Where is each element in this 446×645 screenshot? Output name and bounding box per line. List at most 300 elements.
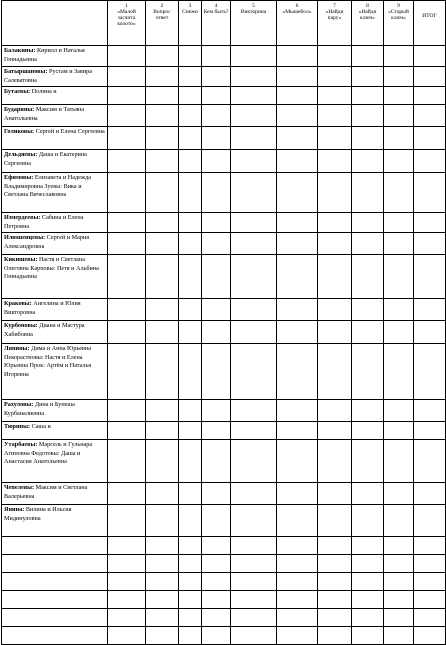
score-cell[interactable]: [384, 573, 414, 591]
score-cell[interactable]: [231, 321, 277, 344]
score-cell[interactable]: [318, 255, 352, 299]
score-cell[interactable]: [277, 321, 318, 344]
table-row: [2, 400, 446, 422]
table-row: [2, 233, 446, 255]
score-cell[interactable]: [179, 213, 202, 233]
score-cell[interactable]: [146, 627, 179, 645]
table-row: [2, 87, 446, 105]
score-cell[interactable]: [231, 440, 277, 483]
score-cell[interactable]: [318, 127, 352, 150]
score-cell[interactable]: [277, 67, 318, 87]
score-cell[interactable]: [384, 299, 414, 321]
score-cell[interactable]: [179, 505, 202, 537]
score-cell[interactable]: [352, 299, 384, 321]
score-cell[interactable]: [384, 233, 414, 255]
score-cell[interactable]: [352, 105, 384, 127]
total-cell[interactable]: [414, 609, 446, 627]
score-cell[interactable]: [318, 46, 352, 67]
score-cell[interactable]: [318, 233, 352, 255]
score-cell[interactable]: [108, 46, 146, 67]
score-cell[interactable]: [179, 483, 202, 505]
score-cell[interactable]: [202, 400, 231, 422]
score-cell[interactable]: [179, 573, 202, 591]
team-name-cell: [2, 87, 108, 105]
score-cell[interactable]: [352, 609, 384, 627]
score-cell[interactable]: [352, 627, 384, 645]
score-cell[interactable]: [384, 67, 414, 87]
score-cell[interactable]: [277, 537, 318, 555]
score-cell[interactable]: [108, 591, 146, 609]
score-cell[interactable]: [202, 440, 231, 483]
team-members: Даша и Екатерина Сергеевна: [4, 151, 87, 167]
task-number: 9: [397, 3, 400, 9]
team-name-cell: [2, 400, 108, 422]
total-cell[interactable]: [414, 591, 446, 609]
score-cell[interactable]: [352, 555, 384, 573]
score-cell[interactable]: [108, 627, 146, 645]
team-name-cell: [2, 105, 108, 127]
total-cell[interactable]: [414, 483, 446, 505]
score-cell[interactable]: [384, 591, 414, 609]
score-cell[interactable]: [277, 422, 318, 440]
total-cell[interactable]: [414, 46, 446, 67]
score-cell[interactable]: [277, 555, 318, 573]
score-cell[interactable]: [108, 483, 146, 505]
score-cell[interactable]: [146, 255, 179, 299]
score-cell[interactable]: [352, 321, 384, 344]
score-cell[interactable]: [179, 87, 202, 105]
score-cell[interactable]: [277, 627, 318, 645]
score-cell[interactable]: [352, 127, 384, 150]
score-cell[interactable]: [231, 573, 277, 591]
score-cell[interactable]: [179, 255, 202, 299]
score-cell[interactable]: [108, 127, 146, 150]
score-cell[interactable]: [179, 400, 202, 422]
empty-row: [2, 573, 446, 591]
total-cell[interactable]: [414, 67, 446, 87]
total-cell[interactable]: [414, 573, 446, 591]
score-cell[interactable]: [179, 46, 202, 67]
score-cell[interactable]: [202, 255, 231, 299]
team-surname: Дельдяевы:: [4, 151, 38, 158]
score-cell[interactable]: [277, 127, 318, 150]
score-cell[interactable]: [146, 573, 179, 591]
score-cell[interactable]: [202, 505, 231, 537]
task-number: 1: [125, 3, 128, 9]
score-cell[interactable]: [231, 627, 277, 645]
team-surname: Чепелевы:: [4, 484, 35, 491]
score-cell[interactable]: [231, 87, 277, 105]
total-cell[interactable]: [414, 150, 446, 173]
score-cell[interactable]: [352, 440, 384, 483]
score-cell[interactable]: [202, 483, 231, 505]
header-task-3: [179, 1, 202, 46]
score-cell[interactable]: [179, 555, 202, 573]
score-cell[interactable]: [146, 67, 179, 87]
team-members: Кирилл и Наталья Геннадьевна: [4, 47, 85, 63]
score-cell[interactable]: [146, 609, 179, 627]
team-surname: Илюшенцевы:: [4, 234, 46, 241]
score-cell[interactable]: [179, 537, 202, 555]
score-cell[interactable]: [146, 299, 179, 321]
team-name-cell: [2, 233, 108, 255]
total-cell[interactable]: [414, 555, 446, 573]
table-row: [2, 213, 446, 233]
score-cell[interactable]: [352, 150, 384, 173]
score-cell[interactable]: [231, 591, 277, 609]
total-cell[interactable]: [414, 87, 446, 105]
score-cell[interactable]: [108, 505, 146, 537]
score-cell[interactable]: [231, 150, 277, 173]
score-cell[interactable]: [108, 173, 146, 213]
score-cell[interactable]: [352, 87, 384, 105]
score-cell[interactable]: [384, 505, 414, 537]
task-number: 6: [295, 3, 299, 9]
score-sheet: [1, 0, 446, 645]
score-cell[interactable]: [277, 105, 318, 127]
score-cell[interactable]: [384, 213, 414, 233]
header-task-7: [318, 1, 352, 46]
score-cell[interactable]: [146, 537, 179, 555]
score-cell[interactable]: [202, 173, 231, 213]
score-cell[interactable]: [384, 127, 414, 150]
total-cell[interactable]: [414, 233, 446, 255]
total-cell[interactable]: [414, 422, 446, 440]
score-cell[interactable]: [384, 150, 414, 173]
score-cell[interactable]: [179, 67, 202, 87]
score-cell[interactable]: [277, 46, 318, 67]
score-cell[interactable]: [352, 400, 384, 422]
score-cell[interactable]: [384, 321, 414, 344]
score-cell[interactable]: [179, 173, 202, 213]
header-task-8: [352, 1, 384, 46]
score-cell[interactable]: [318, 173, 352, 213]
score-cell[interactable]: [146, 127, 179, 150]
team-name-cell[interactable]: [2, 537, 108, 555]
score-cell[interactable]: [179, 299, 202, 321]
score-cell[interactable]: [318, 627, 352, 645]
score-cell[interactable]: [202, 299, 231, 321]
score-cell[interactable]: [146, 400, 179, 422]
score-cell[interactable]: [231, 537, 277, 555]
score-cell[interactable]: [202, 609, 231, 627]
team-name-cell[interactable]: [2, 573, 108, 591]
score-cell[interactable]: [384, 555, 414, 573]
score-cell[interactable]: [146, 46, 179, 67]
score-cell[interactable]: [277, 299, 318, 321]
score-cell[interactable]: [318, 67, 352, 87]
score-cell[interactable]: [202, 591, 231, 609]
score-cell[interactable]: [108, 400, 146, 422]
score-cell[interactable]: [108, 555, 146, 573]
score-cell[interactable]: [146, 505, 179, 537]
score-cell[interactable]: [202, 573, 231, 591]
score-cell[interactable]: [277, 400, 318, 422]
score-cell[interactable]: [108, 213, 146, 233]
score-cell[interactable]: [318, 440, 352, 483]
table-row: [2, 344, 446, 400]
score-cell[interactable]: [108, 344, 146, 400]
score-cell[interactable]: [318, 573, 352, 591]
score-cell[interactable]: [352, 537, 384, 555]
score-cell[interactable]: [384, 173, 414, 213]
team-name-cell: [2, 344, 108, 400]
score-cell[interactable]: [146, 105, 179, 127]
score-cell[interactable]: [108, 255, 146, 299]
score-cell[interactable]: [318, 150, 352, 173]
team-surname: Ляпины:: [4, 345, 30, 352]
score-cell[interactable]: [179, 591, 202, 609]
score-cell[interactable]: [231, 422, 277, 440]
score-cell[interactable]: [318, 105, 352, 127]
score-cell[interactable]: [108, 573, 146, 591]
score-cell[interactable]: [318, 555, 352, 573]
total-cell[interactable]: [414, 127, 446, 150]
score-cell[interactable]: [231, 46, 277, 67]
score-cell[interactable]: [352, 213, 384, 233]
score-cell[interactable]: [146, 150, 179, 173]
task-number: 5: [252, 3, 255, 9]
score-cell[interactable]: [231, 344, 277, 400]
score-cell[interactable]: [352, 344, 384, 400]
team-name-cell[interactable]: [2, 627, 108, 645]
score-cell[interactable]: [179, 609, 202, 627]
score-cell[interactable]: [202, 321, 231, 344]
score-cell[interactable]: [202, 127, 231, 150]
score-cell[interactable]: [352, 255, 384, 299]
team-surname: Тюрины:: [4, 423, 31, 430]
score-cell[interactable]: [179, 105, 202, 127]
score-cell[interactable]: [277, 505, 318, 537]
table-row: [2, 150, 446, 173]
score-cell[interactable]: [277, 483, 318, 505]
total-cell[interactable]: [414, 344, 446, 400]
score-cell[interactable]: [277, 573, 318, 591]
team-name-cell: [2, 213, 108, 233]
score-cell[interactable]: [231, 67, 277, 87]
empty-row: [2, 591, 446, 609]
table-row: [2, 105, 446, 127]
score-cell[interactable]: [231, 127, 277, 150]
total-cell[interactable]: [414, 173, 446, 213]
score-cell[interactable]: [384, 105, 414, 127]
table-row: [2, 422, 446, 440]
score-cell[interactable]: [277, 150, 318, 173]
score-cell[interactable]: [352, 67, 384, 87]
score-cell[interactable]: [318, 400, 352, 422]
score-cell[interactable]: [231, 555, 277, 573]
team-members: Марсель и Гульнара Агиповна Федотовы: Даша и Анастасия Анатольевна: [4, 441, 93, 466]
team-name-cell[interactable]: [2, 609, 108, 627]
total-cell[interactable]: [414, 255, 446, 299]
score-cell[interactable]: [384, 255, 414, 299]
score-cell[interactable]: [384, 609, 414, 627]
team-members: Сергей и Мария Александровна: [4, 234, 90, 250]
score-cell[interactable]: [384, 400, 414, 422]
table-row: [2, 299, 446, 321]
score-cell[interactable]: [146, 321, 179, 344]
score-cell[interactable]: [277, 233, 318, 255]
score-cell[interactable]: [231, 483, 277, 505]
team-name-cell: [2, 46, 108, 67]
score-cell[interactable]: [352, 173, 384, 213]
team-surname: Краковы:: [4, 300, 32, 307]
table-row: [2, 505, 446, 537]
team-surname: Балакины:: [4, 47, 36, 54]
team-name-cell[interactable]: [2, 555, 108, 573]
score-cell[interactable]: [108, 87, 146, 105]
score-cell[interactable]: [231, 233, 277, 255]
score-cell[interactable]: [108, 105, 146, 127]
score-cell[interactable]: [318, 483, 352, 505]
team-name-cell: [2, 67, 108, 87]
header-task-6: [277, 1, 318, 46]
score-cell[interactable]: [318, 321, 352, 344]
total-cell[interactable]: [414, 321, 446, 344]
score-cell[interactable]: [318, 87, 352, 105]
score-cell[interactable]: [352, 483, 384, 505]
score-cell[interactable]: [202, 233, 231, 255]
score-cell[interactable]: [384, 46, 414, 67]
score-cell[interactable]: [352, 422, 384, 440]
score-cell[interactable]: [179, 127, 202, 150]
team-name-cell: [2, 483, 108, 505]
score-cell[interactable]: [202, 150, 231, 173]
score-cell[interactable]: [202, 422, 231, 440]
score-cell[interactable]: [146, 591, 179, 609]
score-cell[interactable]: [318, 505, 352, 537]
score-cell[interactable]: [108, 440, 146, 483]
score-cell[interactable]: [277, 344, 318, 400]
score-cell[interactable]: [108, 233, 146, 255]
score-cell[interactable]: [352, 573, 384, 591]
score-cell[interactable]: [231, 505, 277, 537]
task-label: Кем быть?: [203, 9, 229, 15]
score-cell[interactable]: [277, 213, 318, 233]
score-cell[interactable]: [277, 440, 318, 483]
team-name-cell[interactable]: [2, 591, 108, 609]
score-cell[interactable]: [277, 255, 318, 299]
score-cell[interactable]: [146, 173, 179, 213]
score-cell[interactable]: [202, 627, 231, 645]
score-cell[interactable]: [179, 627, 202, 645]
team-members: Максим и Светлана Валерьевна: [4, 484, 88, 500]
team-surname: Ефимовы:: [4, 174, 34, 181]
score-cell[interactable]: [146, 440, 179, 483]
score-cell[interactable]: [352, 233, 384, 255]
score-cell[interactable]: [202, 105, 231, 127]
score-cell[interactable]: [179, 150, 202, 173]
score-cell[interactable]: [352, 591, 384, 609]
score-cell[interactable]: [231, 255, 277, 299]
total-cell[interactable]: [414, 105, 446, 127]
score-cell[interactable]: [202, 344, 231, 400]
total-cell[interactable]: [414, 627, 446, 645]
score-table: [1, 0, 446, 645]
score-cell[interactable]: [179, 344, 202, 400]
score-cell[interactable]: [318, 537, 352, 555]
team-surname: Кикишевы:: [4, 256, 38, 263]
score-cell[interactable]: [146, 344, 179, 400]
total-cell[interactable]: [414, 505, 446, 537]
score-cell[interactable]: [202, 87, 231, 105]
score-cell[interactable]: [202, 46, 231, 67]
score-cell[interactable]: [318, 344, 352, 400]
task-label: «Найди пару»: [325, 9, 344, 21]
task-number: 7: [333, 3, 336, 9]
score-cell[interactable]: [277, 173, 318, 213]
score-cell[interactable]: [108, 537, 146, 555]
task-label: Снежи: [182, 9, 198, 15]
score-cell[interactable]: [277, 609, 318, 627]
score-cell[interactable]: [277, 87, 318, 105]
team-surname: Янина:: [4, 506, 25, 513]
score-cell[interactable]: [146, 213, 179, 233]
score-cell[interactable]: [318, 591, 352, 609]
score-cell[interactable]: [384, 440, 414, 483]
score-cell[interactable]: [202, 537, 231, 555]
score-cell[interactable]: [202, 67, 231, 87]
score-cell[interactable]: [108, 67, 146, 87]
team-surname: Измердеевы:: [4, 214, 41, 221]
team-surname: Голиковы:: [4, 128, 35, 135]
total-label: ИТОГ: [422, 13, 437, 19]
total-cell[interactable]: [414, 537, 446, 555]
score-cell[interactable]: [179, 321, 202, 344]
total-cell[interactable]: [414, 299, 446, 321]
score-cell[interactable]: [318, 422, 352, 440]
score-cell[interactable]: [146, 87, 179, 105]
score-cell[interactable]: [231, 213, 277, 233]
score-cell[interactable]: [352, 46, 384, 67]
score-cell[interactable]: [108, 299, 146, 321]
score-cell[interactable]: [179, 440, 202, 483]
score-cell[interactable]: [202, 555, 231, 573]
score-cell[interactable]: [146, 555, 179, 573]
score-cell[interactable]: [384, 483, 414, 505]
score-cell[interactable]: [108, 321, 146, 344]
score-cell[interactable]: [231, 609, 277, 627]
score-cell[interactable]: [108, 609, 146, 627]
score-cell[interactable]: [179, 233, 202, 255]
score-cell[interactable]: [108, 422, 146, 440]
score-cell[interactable]: [146, 422, 179, 440]
score-cell[interactable]: [179, 422, 202, 440]
score-cell[interactable]: [318, 609, 352, 627]
score-cell[interactable]: [146, 233, 179, 255]
score-cell[interactable]: [277, 591, 318, 609]
score-cell[interactable]: [318, 299, 352, 321]
score-cell[interactable]: [318, 213, 352, 233]
score-cell[interactable]: [146, 483, 179, 505]
score-cell[interactable]: [231, 105, 277, 127]
score-cell[interactable]: [108, 150, 146, 173]
score-cell[interactable]: [231, 299, 277, 321]
score-cell[interactable]: [384, 344, 414, 400]
total-cell[interactable]: [414, 440, 446, 483]
score-cell[interactable]: [231, 400, 277, 422]
score-cell[interactable]: [384, 627, 414, 645]
team-members: Елизавета и Надежда Владимировна Зуевы: Вика и Светлана Вячеславовна: [4, 174, 92, 199]
score-cell[interactable]: [384, 537, 414, 555]
score-cell[interactable]: [202, 213, 231, 233]
total-cell[interactable]: [414, 400, 446, 422]
score-cell[interactable]: [352, 505, 384, 537]
score-cell[interactable]: [384, 422, 414, 440]
score-cell[interactable]: [384, 87, 414, 105]
total-cell[interactable]: [414, 213, 446, 233]
score-cell[interactable]: [231, 173, 277, 213]
